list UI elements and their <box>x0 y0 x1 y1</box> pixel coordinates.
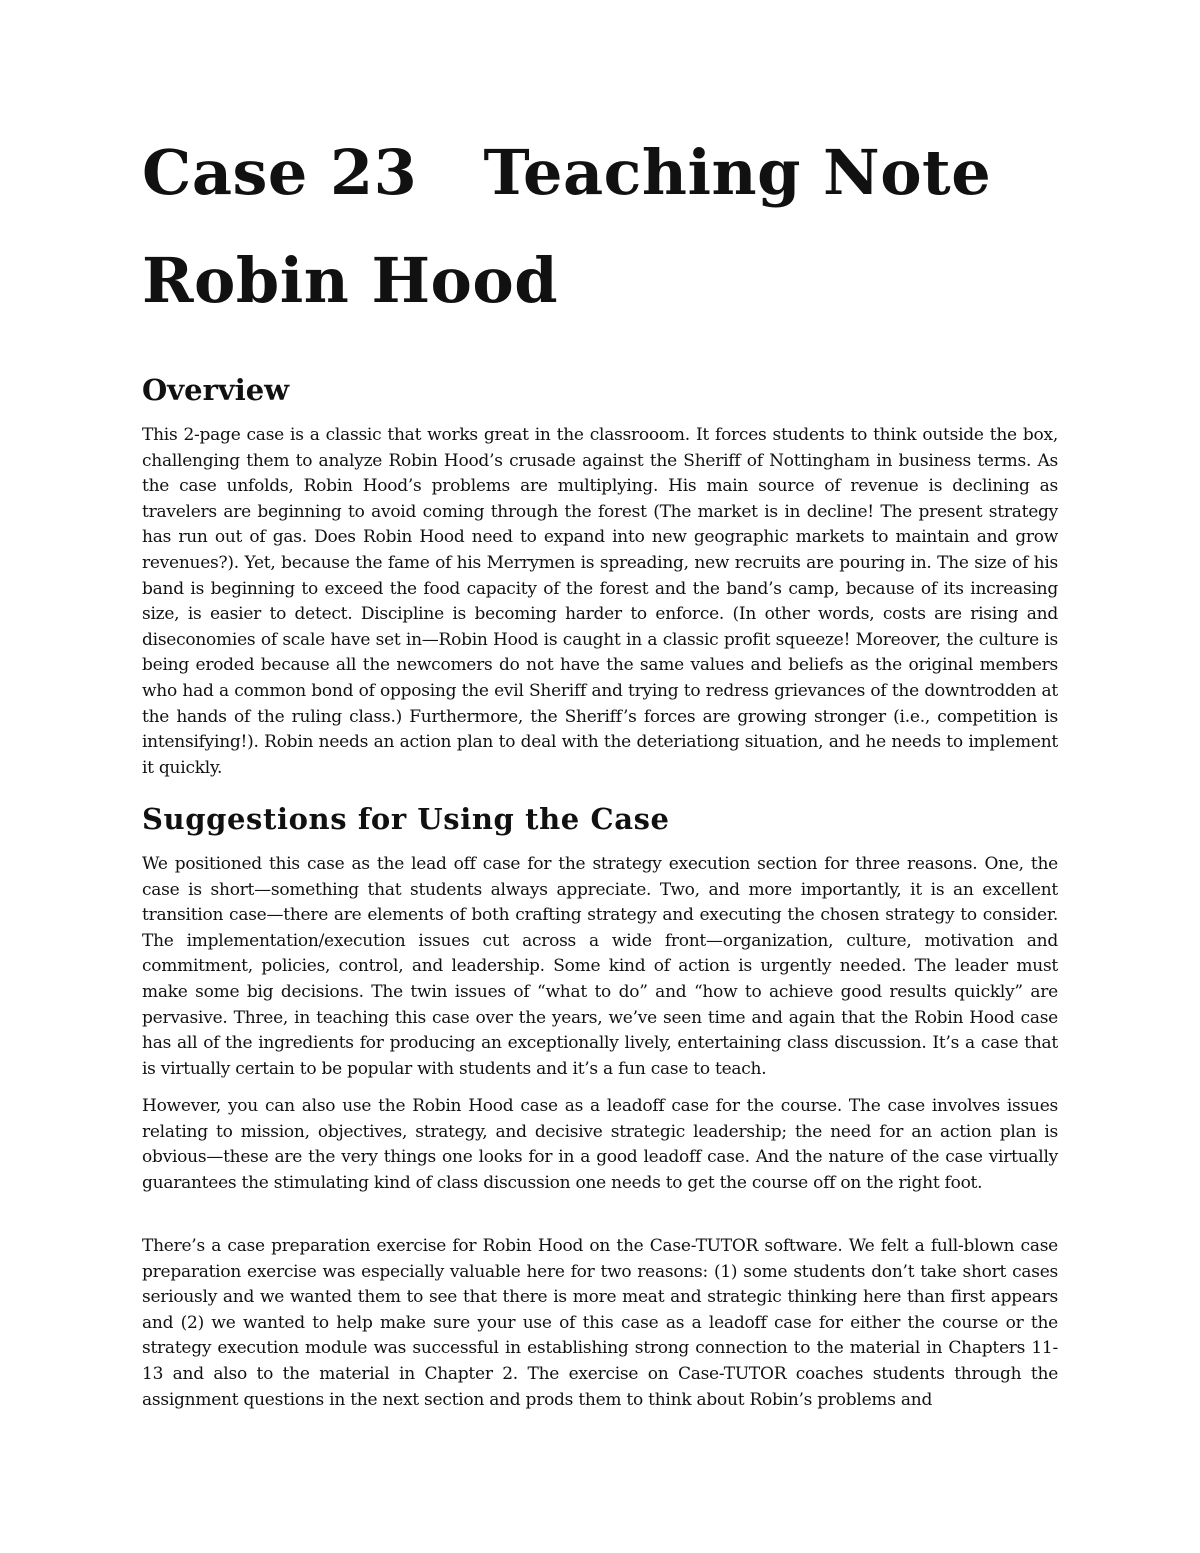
section-heading-suggestions: Suggestions for Using the Case <box>142 802 670 836</box>
suggestions-paragraph-1: We positioned this case as the lead off case for the strategy execution section for three reasons. One, the case is short—something that students always appreciate. Two, and more importantly, it is an excellent transition case—there are elements of both crafting strategy and executing the chosen strategy to consider. The implementation/execution issues cut across a wide front—organization, culture, motivation and commitment, policies, control, and leadership. Some kind of action is urgently needed. The leader must make some big decisions. The twin issues of “what to do” and “how to achieve good results quickly” are pervasive. Three, in teaching this case over the years, we’ve seen time and again that the Robin Hood case has all of the ingredients for producing an exceptionally lively, entertaining class discussion. It’s a case that is virtually certain to be popular with students and it’s a fun case to teach. <box>142 854 1058 1079</box>
suggestions-paragraph-2: However, you can also use the Robin Hood case as a leadoff case for the course. The case involves issues relating to mission, objectives, strategy, and decisive strategic leadership; the need for an action plan is obvious—these are the very things one looks for in a good leadoff case. And the nature of the case virtually guarantees the stimulating kind of class discussion one needs to get the course off on the right foot. <box>142 1096 1058 1193</box>
section-heading-overview: Overview <box>142 373 290 407</box>
suggestions-paragraph-3: There’s a case preparation exercise for Robin Hood on the Case-TUTOR software. We felt a full-blown case preparation exercise was especially valuable here for two reasons: (1) some students don’t take short cases seriously and we wanted them to see that there is more meat and strategic thinking here than first appears and (2) we wanted to help make sure your use of this case as a leadoff case for either the course or the strategy execution module was successful in establishing strong connection to the material in Chapters 11-13 and also to the material in Chapter 2. The exercise on Case-TUTOR coaches students through the assignment questions in the next section and prods them to think about Robin’s problems and <box>142 1236 1058 1410</box>
overview-paragraph: This 2-page case is a classic that works great in the classrooom. It forces students to think outside the box, challenging them to analyze Robin Hood’s crusade against the Sheriff of Nottingham in business terms. As the case unfolds, Robin Hood’s problems are multiplying. His main source of revenue is declining as travelers are beginning to avoid coming through the forest (The market is in decline! The present strategy has run out of gas. Does Robin Hood need to expand into new geographic markets to maintain and grow revenues?). Yet, because the fame of his Merrymen is spreading, new recruits are pouring in. The size of his band is beginning to exceed the food capacity of the forest and the band’s camp, because of its increasing size, is easier to detect. Discipline is becoming harder to enforce. (In other words, costs are rising and diseconomies of scale have set in—Robin Hood is caught in a classic profit squeeze! Moreover, the culture is being eroded because all the newcomers do not have the same values and beliefs as the original members who had a common bond of opposing the evil Sheriff and trying to redress grievances of the downtrodden at the hands of the ruling class.) Furthermore, the Sheriff’s forces are growing stronger (i.e., competition is intensifying!). Robin needs an action plan to deal with the deteriationg situation, and he needs to implement it quickly. <box>142 425 1058 778</box>
document-title-case-name: Robin Hood <box>142 244 559 317</box>
document-title-case-number: Case 23 Teaching Note <box>142 136 992 209</box>
